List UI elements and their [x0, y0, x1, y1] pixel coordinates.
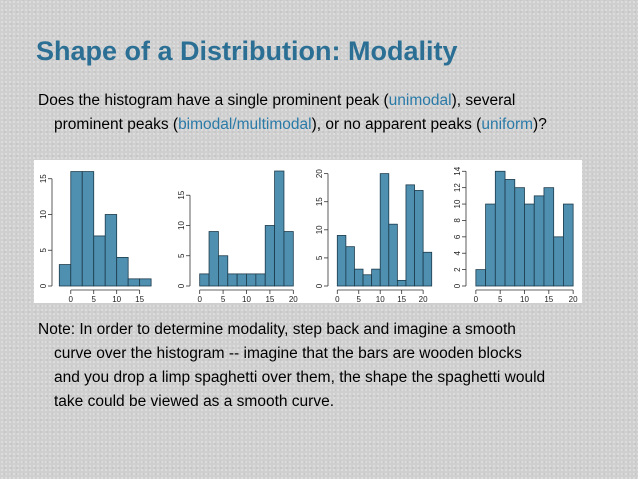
x-tick-label: 10: [112, 295, 122, 303]
intro-text: ), or no apparent peaks (: [311, 116, 482, 133]
term-uniform: uniform: [481, 116, 534, 133]
histogram-bar: [337, 235, 346, 286]
y-tick-label: 4: [453, 250, 462, 256]
x-tick-label: 5: [220, 295, 226, 303]
y-tick-label: 2: [453, 267, 462, 272]
histogram-bar: [372, 269, 381, 286]
histogram-bar: [476, 270, 486, 286]
x-tick-label: 20: [288, 295, 298, 303]
histogram-bar: [128, 279, 139, 286]
histogram-bar: [265, 225, 274, 286]
histogram-bar: [495, 171, 505, 286]
histogram-bar: [105, 214, 116, 286]
note-line-2: curve over the histogram -- imagine that the bars are wooden blocks: [54, 345, 522, 362]
x-tick-label: 20: [418, 295, 428, 303]
y-tick-label: 0: [39, 283, 48, 289]
x-tick-label: 15: [397, 295, 407, 303]
histogram-bar: [59, 265, 70, 286]
histogram-bimodal: [172, 160, 302, 303]
y-tick-label: 5: [39, 248, 48, 253]
y-tick-label: 14: [453, 166, 462, 176]
histogram-bar: [563, 204, 573, 286]
term-bimodal-multimodal: bimodal/multimodal: [178, 116, 312, 133]
histogram-unimodal: [34, 160, 162, 303]
x-tick-label: 0: [335, 295, 340, 303]
x-tick-label: 5: [497, 295, 503, 303]
histogram-bar: [406, 185, 415, 286]
x-tick-label: 5: [356, 295, 361, 303]
intro-line-2: [38, 113, 618, 137]
histogram-bar: [71, 172, 82, 286]
histogram-bar: [82, 172, 93, 286]
histogram-panel: [34, 160, 582, 303]
x-tick-label: 0: [197, 295, 202, 303]
histogram-bar: [534, 196, 544, 286]
x-tick-label: 0: [473, 295, 479, 303]
histogram-bar: [228, 274, 237, 286]
histogram-bar: [200, 274, 209, 286]
x-tick-label: 10: [520, 295, 529, 303]
x-tick-label: 15: [265, 295, 275, 303]
intro-line-1: [38, 89, 618, 113]
intro-text: prominent peaks (: [54, 116, 179, 133]
x-tick-label: 20: [568, 295, 578, 303]
term-unimodal: unimodal: [388, 92, 452, 109]
histogram-bar: [554, 237, 564, 286]
y-tick-label: 15: [39, 174, 48, 184]
histogram-bar: [415, 190, 424, 286]
y-tick-label: 15: [177, 190, 186, 200]
x-tick-label: 5: [91, 295, 96, 303]
histogram-bar: [505, 179, 515, 286]
histogram-bar: [140, 279, 151, 286]
y-tick-label: 10: [177, 221, 186, 230]
x-tick-label: 10: [375, 295, 385, 303]
histogram-bar: [284, 232, 293, 286]
histogram-bar: [94, 236, 105, 286]
histogram-bar: [237, 274, 246, 286]
note-line-4: take could be viewed as a smooth curve.: [54, 393, 335, 410]
intro-paragraph: [38, 89, 618, 137]
x-tick-label: 10: [242, 295, 251, 303]
histogram-multimodal: [310, 160, 440, 303]
note-line-3: and you drop a limp spaghetti over them, the shape the spaghetti would: [54, 369, 546, 386]
y-tick-label: 0: [177, 283, 186, 289]
intro-text: Does the histogram have a single prominent peak (: [38, 92, 389, 109]
histogram-bar: [397, 280, 406, 286]
histogram-bar: [218, 256, 227, 286]
y-tick-label: 15: [315, 197, 324, 207]
slide-title: Shape of a Distribution: Modality: [36, 36, 458, 66]
histogram-bar: [423, 252, 432, 286]
y-tick-label: 12: [453, 183, 462, 193]
y-tick-label: 0: [315, 283, 324, 289]
histogram-bar: [525, 204, 535, 286]
y-tick-label: 5: [315, 255, 324, 261]
y-tick-label: 6: [453, 234, 462, 240]
histogram-bar: [256, 274, 265, 286]
y-tick-label: 8: [453, 218, 462, 223]
y-tick-label: 0: [453, 283, 462, 289]
histogram-bar: [354, 269, 363, 286]
histogram-uniform: [448, 160, 582, 303]
histogram-bar: [363, 275, 372, 286]
intro-text: )?: [533, 116, 547, 133]
y-tick-label: 10: [315, 225, 324, 235]
note-paragraph: [38, 318, 618, 414]
x-tick-label: 15: [135, 295, 145, 303]
y-tick-label: 10: [39, 210, 48, 219]
histogram-bar: [346, 247, 355, 286]
histogram-bar: [544, 188, 554, 286]
histogram-bar: [247, 274, 256, 286]
histogram-bar: [486, 204, 496, 286]
intro-text: ), several: [451, 92, 516, 109]
histogram-bar: [380, 174, 389, 286]
histogram-bar: [209, 232, 218, 286]
histogram-bar: [275, 171, 284, 286]
y-tick-label: 20: [315, 169, 324, 179]
histogram-bar: [117, 257, 128, 286]
histogram-bar: [389, 224, 398, 286]
x-tick-label: 0: [68, 295, 73, 303]
note-line-1: Note: In order to determine modality, step back and imagine a smooth: [38, 321, 516, 338]
y-tick-label: 5: [177, 253, 186, 258]
x-tick-label: 15: [544, 295, 554, 303]
histogram-bar: [515, 188, 525, 286]
y-tick-label: 10: [453, 199, 462, 209]
